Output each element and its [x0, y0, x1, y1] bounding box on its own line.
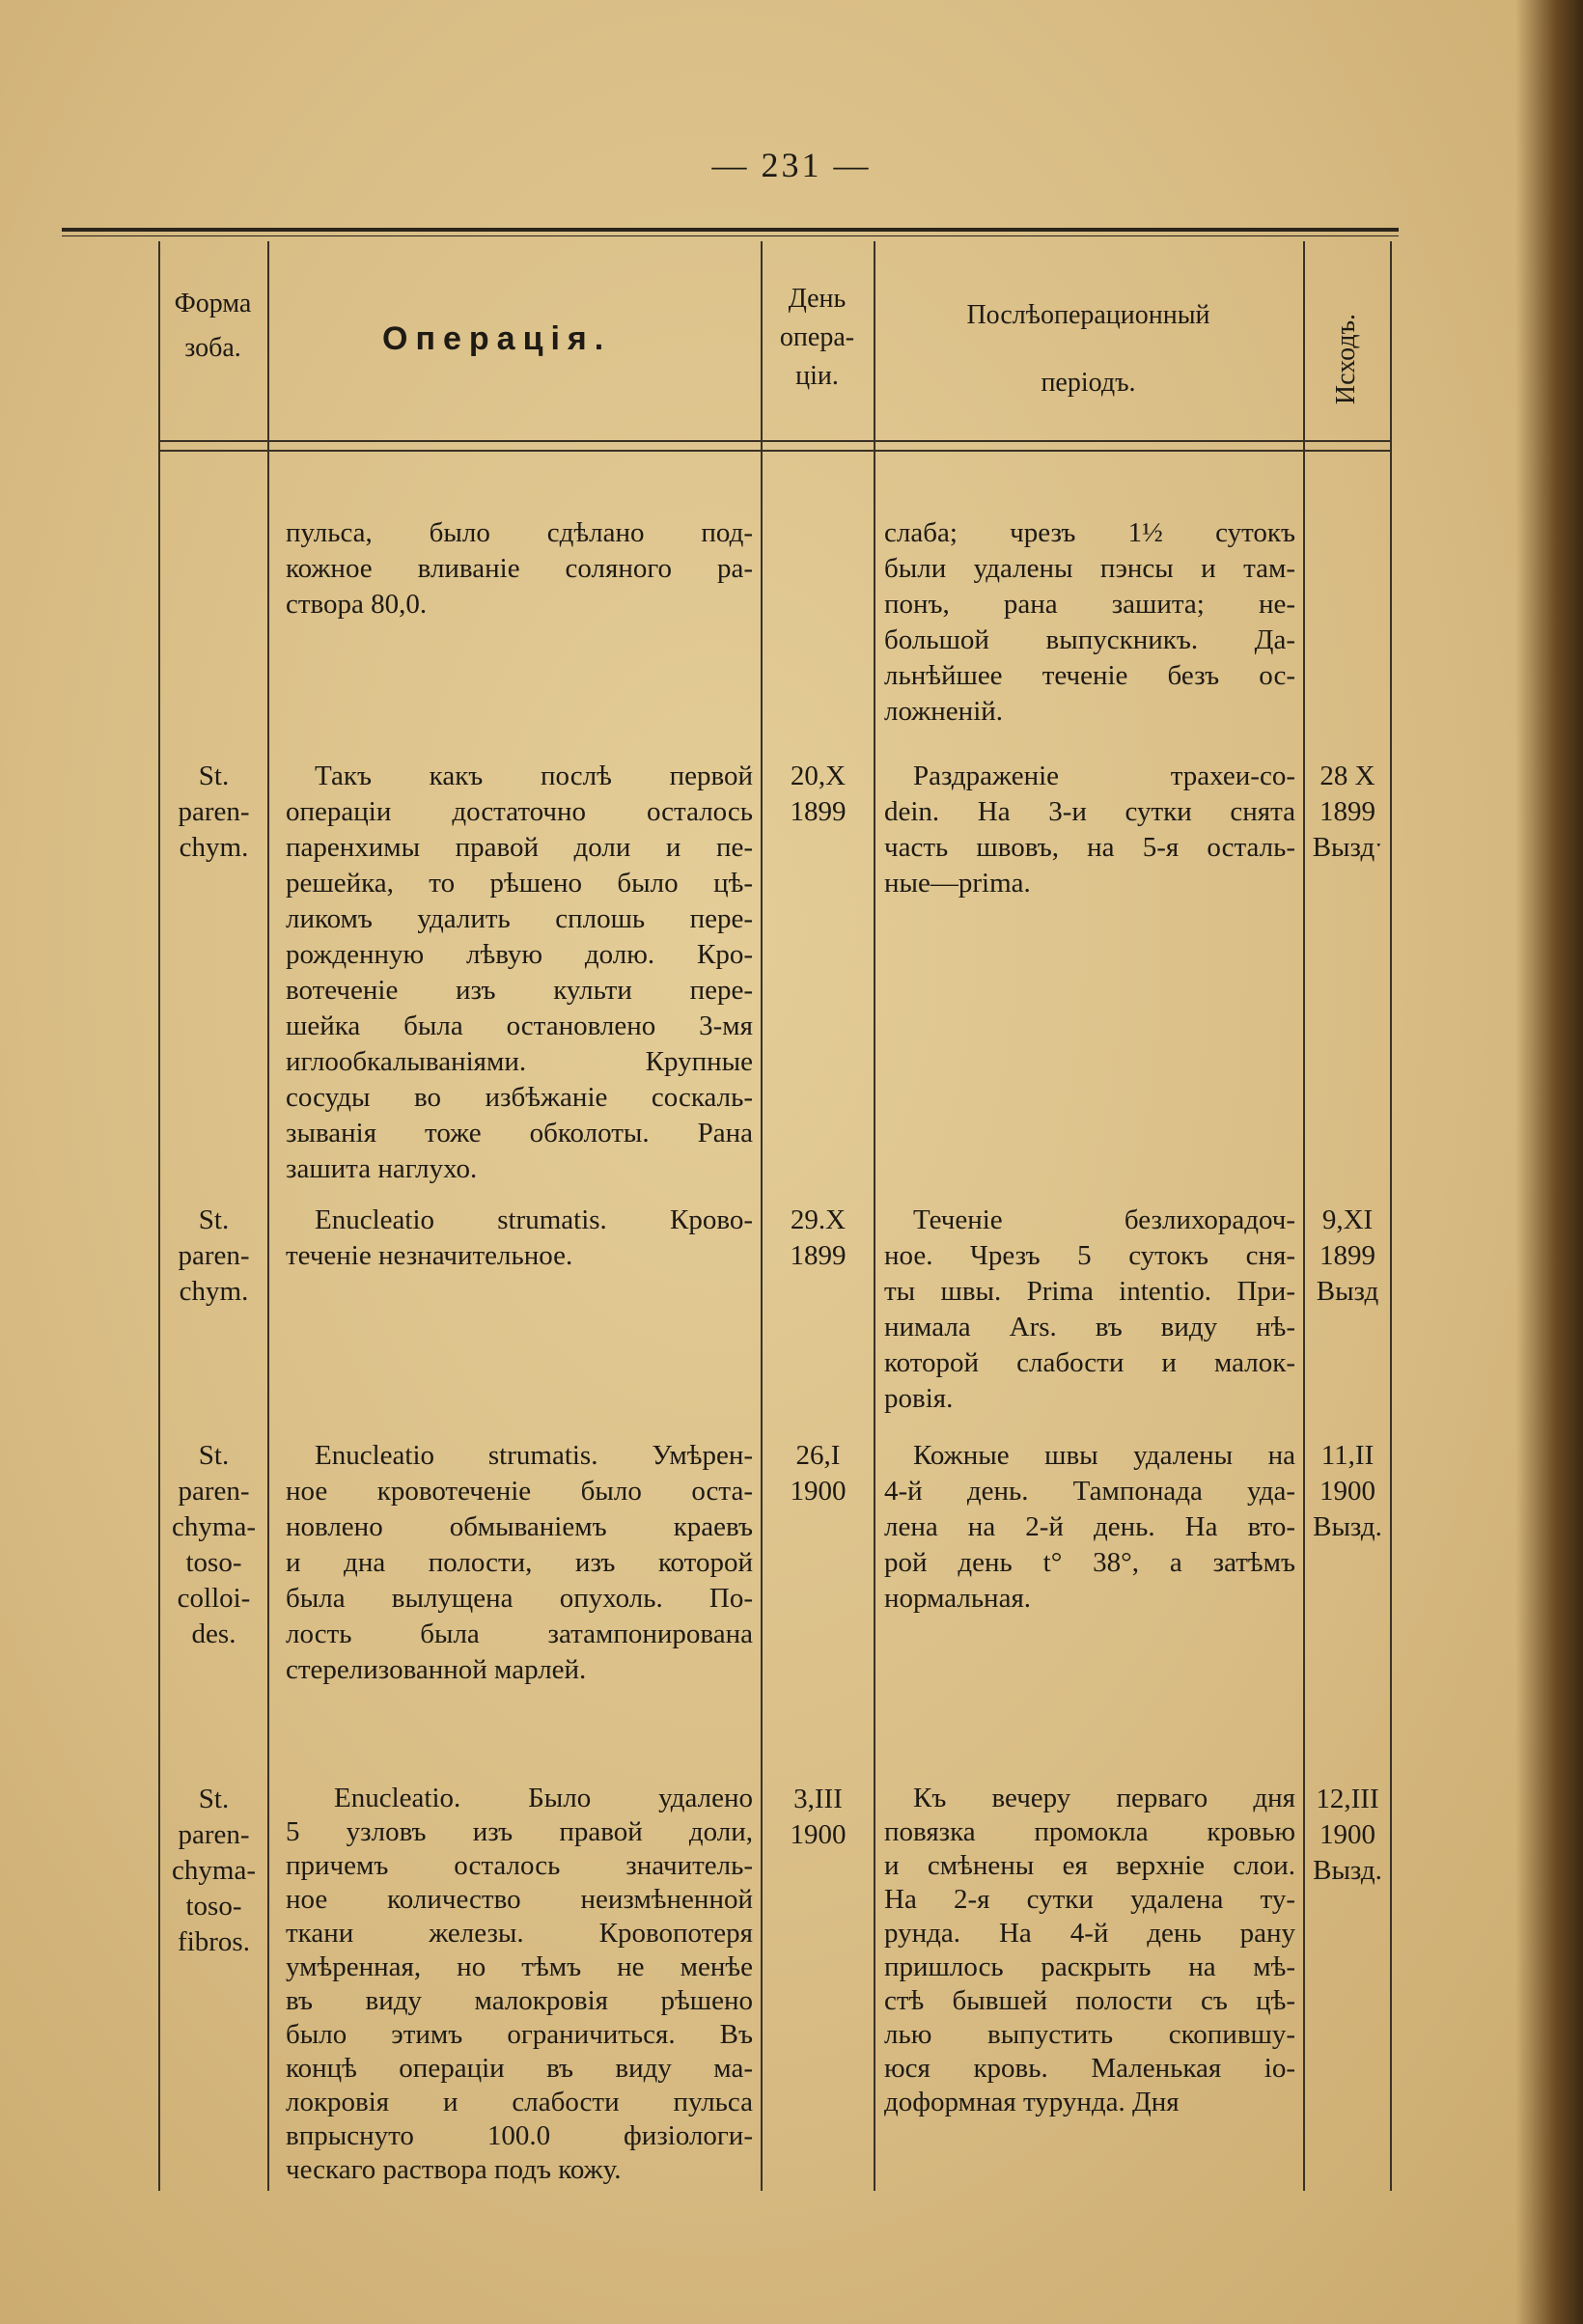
row3-form: St. paren- chym.	[178, 1204, 250, 1307]
row5-outcome: 12,III 1900 Вызд.	[1313, 1784, 1382, 1886]
page-edge-shadow	[1515, 0, 1583, 2324]
col-divider-4	[874, 241, 875, 2191]
row5-day: 3,III 1900	[790, 1784, 847, 1850]
row2-form: St. paren- chym.	[178, 761, 250, 863]
header-form: Форма зоба.	[174, 289, 252, 363]
row2-period: Раздраженіе трахеи-co- dein. На 3-и сутки снята часть швовъ, на 5-я осталь- ные—prima.	[884, 761, 1295, 899]
row2-day: 20,X 1899	[790, 761, 847, 827]
page-number: — 231 —	[711, 146, 872, 184]
row1-operation: пульса, было сдѣлано под- кожное вливаніе соляного ра- створа 80,0.	[286, 517, 753, 620]
row4-form: St. paren- chyma- toso- colloi- des.	[172, 1440, 256, 1649]
row3-outcome: 9,XI 1899 Вызд	[1316, 1204, 1379, 1307]
row4-day: 26,I 1900	[790, 1440, 847, 1507]
table-top-rule	[62, 228, 1399, 232]
header-outcome: Исходъ.	[1331, 313, 1361, 405]
row3-day: 29.X 1899	[790, 1204, 847, 1271]
header-rule-2	[158, 450, 1392, 452]
row5-operation: Enucleatio. Было удалено 5 узловъ изъ правой доли, причемъ осталось значитель- ное количество неизмѣненной ткани железы. Кровопотеря умѣренная, но тѣмъ не менѣе въ виду малокровія рѣшено было этимъ ограничиться. Въ концѣ операціи въ виду ма- локровія и слабости пульса впрыснуто 100.0 физіологи- ческаго раствора подъ кожу.	[286, 1783, 753, 2185]
row3-operation: Enucleatio strumatis. Крово- теченіе незначительное.	[286, 1204, 753, 1271]
row4-period: Кожные швы удалены на 4-й день. Тампонада уда- лена на 2-й день. На вто- рой день t° 38°, а затѣмъ нормальная.	[884, 1440, 1295, 1614]
row1-period: слаба; чрезъ 1½ сутокъ были удалены пэнсы и там- понъ, рана зашита; не- большой выпускникъ. Да- льнѣйшее теченіе безъ ос- ложненій.	[884, 517, 1295, 727]
row4-outcome: 11,II 1900 Вызд.	[1313, 1440, 1382, 1542]
col-divider-6	[1390, 241, 1392, 2191]
header-day: День опера- ціи.	[779, 284, 855, 391]
header-operation: Операція.	[382, 320, 612, 357]
row5-form: St. paren- chyma- toso- fibros.	[172, 1784, 256, 1957]
row2-operation: Такъ какъ послѣ первой операціи достаточно осталось паренхимы правой доли и пе- решейка, то рѣшено было цѣ- ликомъ удалить сплошь пере- рожденную лѣвую долю. Кро- вотеченіе изъ культи пере- шейка была остановлено 3-мя иглообкалываніями. Крупные сосуды во избѣжаніе соскаль- зыванія тоже обколоты. Рана зашита наглухо.	[286, 761, 753, 1184]
row4-operation: Enucleatio strumatis. Умѣрен- ное кровотеченіе было оста- новлено обмываніемъ краевъ и дна полости, изъ которой была вылущена опухоль. По- лость была затампонирована стерелизованной марлей.	[286, 1440, 753, 1685]
header-rule-1	[158, 440, 1392, 442]
col-divider-2	[267, 241, 269, 2191]
table-top-rule-thin	[62, 235, 1399, 236]
row3-period: Теченіе безлихорадоч- ное. Чрезъ 5 сутокъ сня- ты швы. Prima intentio. При- нимала Ars. въ виду нѣ- которой слабости и малок- ровія.	[884, 1204, 1295, 1414]
row5-period: Къ вечеру перваго дня повязка промокла кровью и смѣнены ея верхніе слои. На 2-я сутки удалена ту- рунда. На 4-й день рану пришлось раскрыть на мѣ- стѣ бывшей полости съ цѣ- лью выпустить скопившу- юся кровь. Маленькая іо- доформная турунда. Дня	[884, 1783, 1295, 2117]
row2-outcome: 28 X 1899 Выздˑ	[1312, 761, 1383, 863]
header-period: Послѣоперационный періодъ.	[966, 300, 1210, 398]
